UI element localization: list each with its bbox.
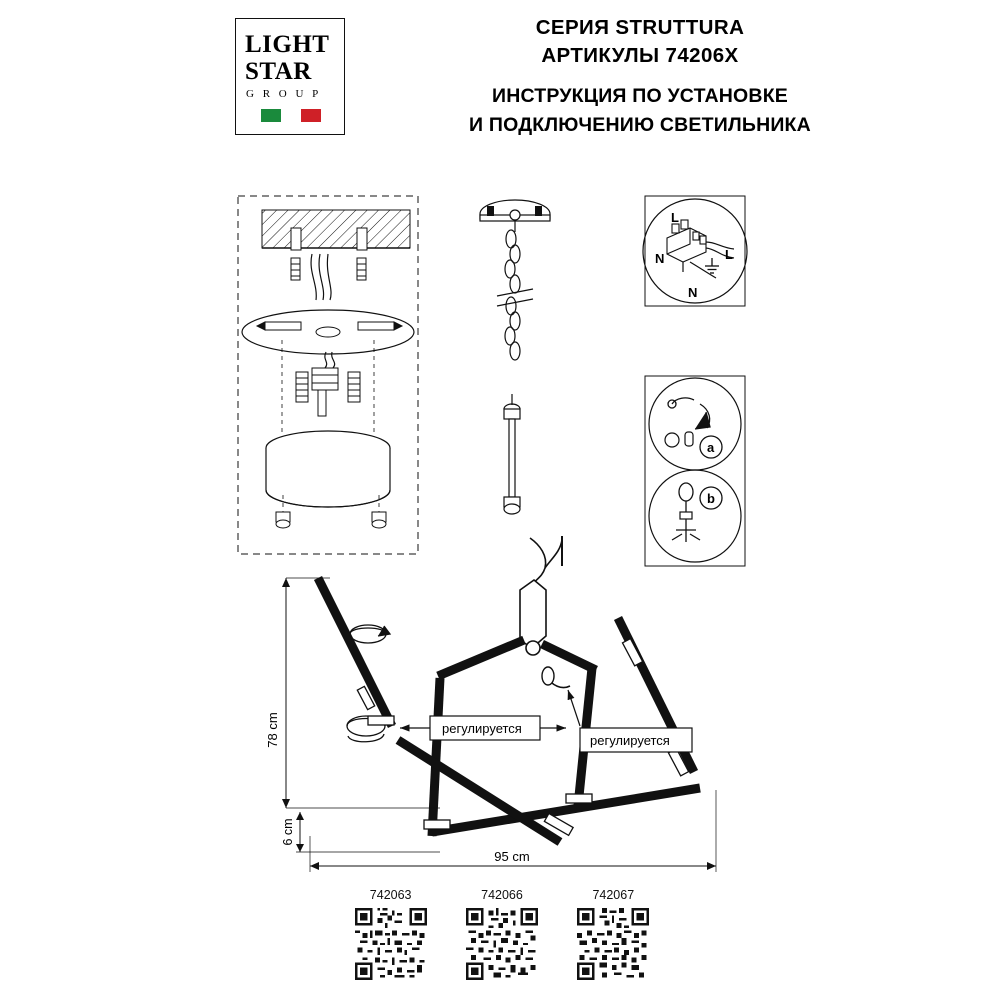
article-title: АРТИКУЛЫ 74206X: [541, 43, 739, 67]
instruction-title-line2: И ПОДКЛЮЧЕНИЮ СВЕТИЛЬНИКА: [469, 113, 811, 136]
fixture-assembly-view: [318, 536, 700, 842]
qr-code-icon: [355, 908, 427, 980]
detail-label-a: a: [707, 440, 715, 455]
product-code: 742066: [481, 888, 523, 902]
terminal-label-N-bottom: N: [688, 285, 698, 300]
product-code: 742063: [369, 888, 412, 902]
dimension-height: 78 cm: [265, 712, 280, 748]
detail-ab-panel: [645, 376, 745, 566]
series-title: СЕРИЯ STRUTTURA: [535, 16, 745, 39]
list-item: [463, 888, 540, 980]
annotation-adjustable-left: регулируется: [442, 721, 522, 736]
product-code-list: [352, 888, 652, 980]
list-item: [352, 888, 429, 980]
logo-text-group: G R O U P: [246, 88, 322, 100]
dimension-width: 95 cm: [494, 849, 530, 864]
terminal-label-N-left: N: [655, 251, 665, 266]
annotation-adjustable-right: регулируется: [590, 733, 670, 748]
terminal-label-L-top: L: [671, 210, 679, 225]
logo-text-light: LIGHT: [245, 31, 330, 58]
ceiling-mount-panel: [238, 196, 418, 554]
detail-label-b: b: [707, 491, 715, 506]
instruction-title-line1: ИНСТРУКЦИЯ ПО УСТАНОВКЕ: [491, 85, 788, 108]
product-code: 742067: [592, 888, 635, 902]
dimension-thickness: 6 cm: [281, 818, 295, 846]
wiring-terminal-panel: [643, 196, 747, 306]
qr-code-icon: [466, 908, 538, 980]
list-item: [575, 888, 652, 980]
qr-code-icon: [577, 908, 649, 980]
logo-text-star: STAR: [245, 58, 312, 85]
chain-suspension-panel: [480, 200, 550, 514]
terminal-label-L-right: L: [725, 247, 733, 262]
